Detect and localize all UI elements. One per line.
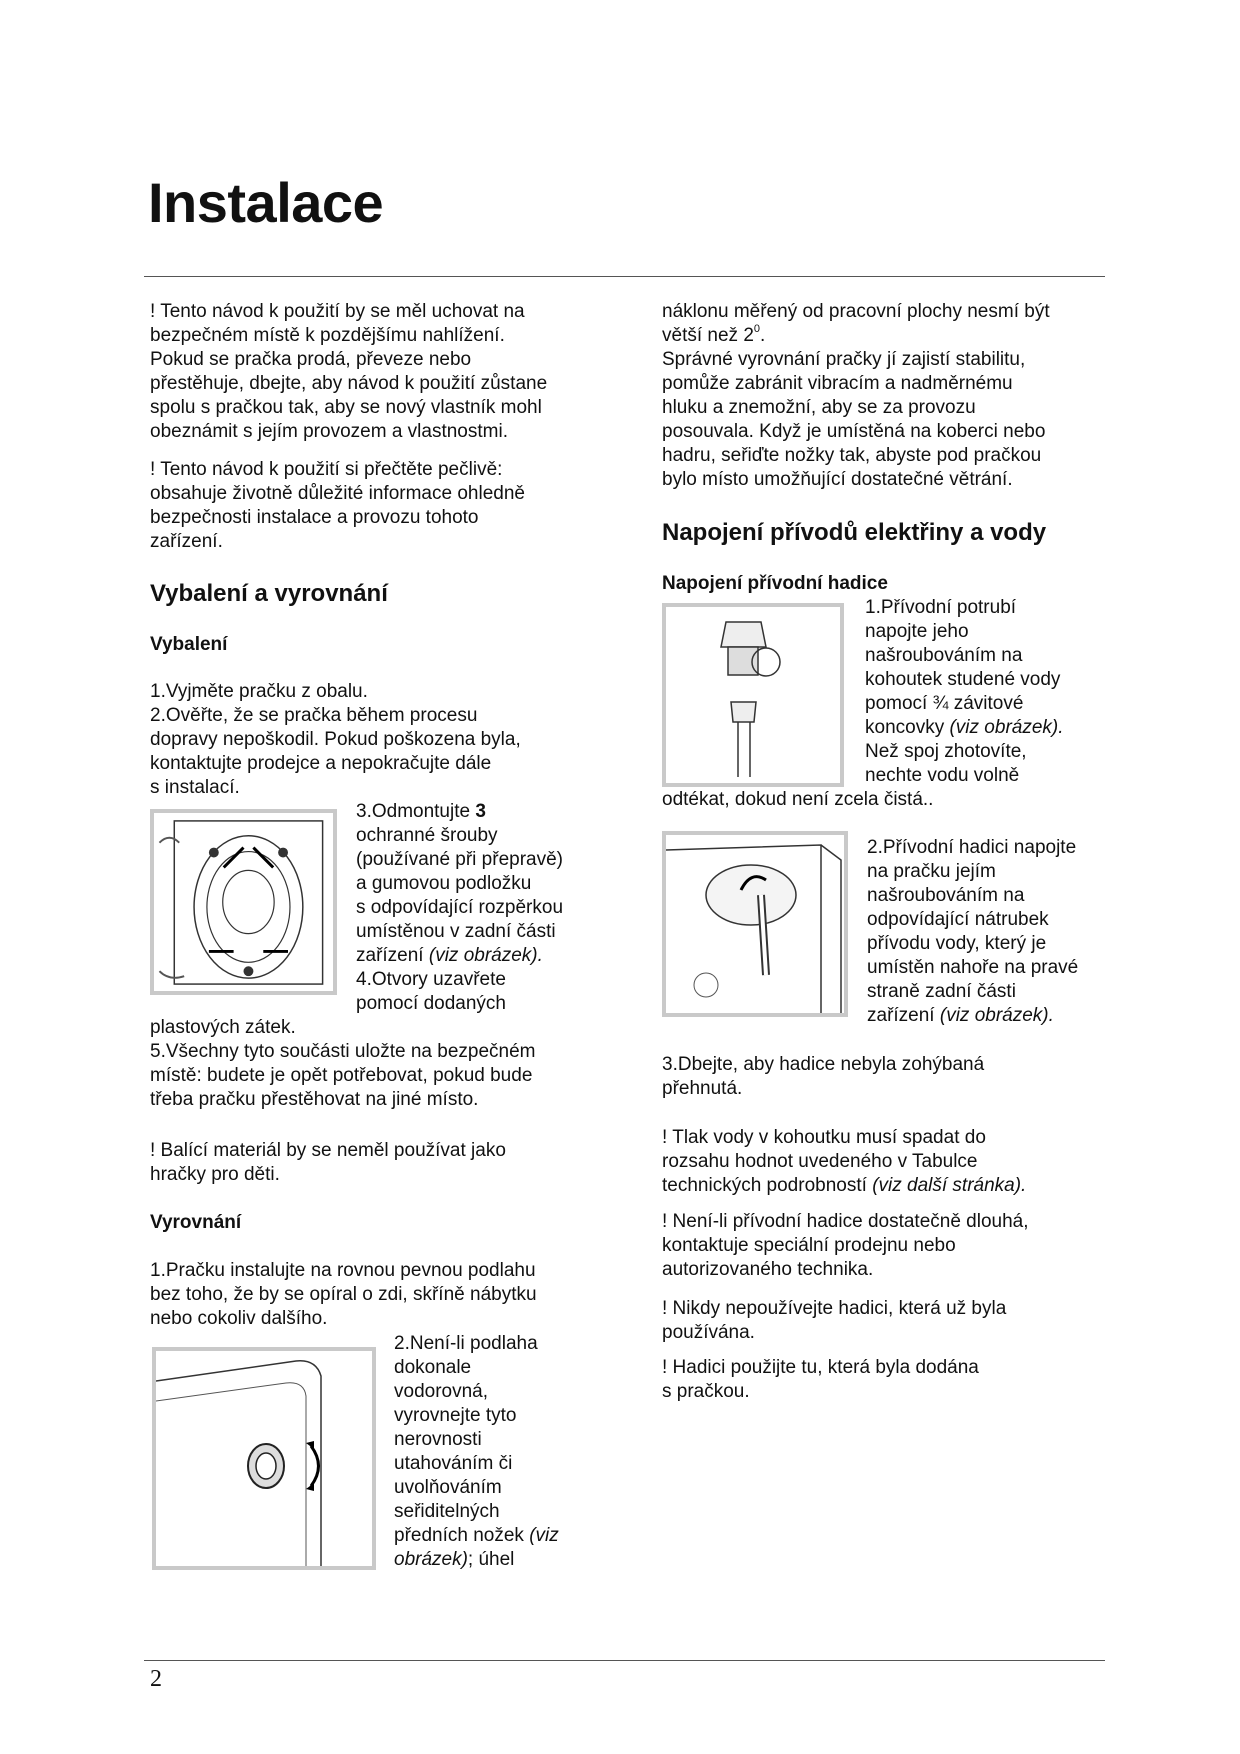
text-line: našroubováním na: [865, 645, 1023, 666]
text-line: odtékat, dokud není zcela čistá..: [662, 789, 934, 810]
text-line: přehnutá.: [662, 1078, 743, 1099]
text-line: pomocí dodaných: [356, 993, 506, 1014]
text-line: nerovnosti: [394, 1429, 482, 1450]
text-line: pomocí ¾ závitové: [865, 693, 1024, 714]
paragraph-no-kinks: [662, 1053, 984, 1101]
subheading-leveling: Vyrovnání: [150, 1212, 242, 1233]
text-line: náklonu měřený od pracovní plochy nesmí být: [662, 301, 1050, 322]
text-line: přestěhuje, dbejte, aby návod k použití zůstane: [150, 373, 548, 394]
text-segment: 0: [753, 323, 761, 335]
washer-back-illustration: [154, 813, 333, 991]
tap-hose-illustration: [666, 607, 840, 783]
text-line: ochranné šrouby: [356, 825, 498, 846]
text-line: Správné vyrovnání pračky jí zajistí stabilitu,: [662, 349, 1026, 370]
text-line: posouvala. Když je umístěná na koberci nebo: [662, 421, 1046, 442]
text-line: [662, 324, 1050, 348]
text-line: 1.Pračku instalujte na rovnou pevnou podlahu: [150, 1260, 536, 1281]
text-line: s instalací.: [150, 777, 240, 798]
paragraph-no-used-hose: [662, 1297, 1006, 1345]
figure-adjustable-feet: [152, 1347, 376, 1570]
paragraph-tilt-stability: [662, 300, 1050, 492]
text-line: hračky pro děti.: [150, 1164, 280, 1185]
figure-tap-connection: [662, 603, 844, 787]
text-line: přívodu vody, který je: [867, 933, 1047, 954]
paragraph-remove-bolts: [356, 800, 563, 1016]
text-line: plastových zátek.: [150, 1017, 296, 1038]
text-line: 1.Přívodní potrubí: [865, 597, 1017, 618]
text-line: uvolňováním: [394, 1477, 502, 1498]
text-line: [394, 1548, 559, 1572]
text-line: [394, 1524, 559, 1548]
text-line: (používané při přepravě): [356, 849, 563, 870]
section-heading-connections: Napojení přívodů elektřiny a vody: [662, 519, 1047, 546]
text-line: 2.Přívodní hadici napojte: [867, 837, 1077, 858]
text-line: vodorovná,: [394, 1381, 489, 1402]
text-segment: zařízení: [867, 1005, 940, 1026]
text-line: používána.: [662, 1322, 755, 1343]
text-segment: .: [760, 325, 766, 346]
text-line: 5.Všechny tyto součásti uložte na bezpečném: [150, 1041, 536, 1062]
text-line: bezpečném místě k pozdějšímu nahlížení.: [150, 325, 505, 346]
bottom-divider: [144, 1660, 1105, 1661]
text-line: bezpečnosti instalace a provozu tohoto: [150, 507, 479, 528]
text-line: místě: budete je opět potřebovat, pokud bude: [150, 1065, 533, 1086]
paragraph-packaging-warning: [150, 1139, 506, 1187]
text-line: umístěnou v zadní části: [356, 921, 556, 942]
text-line: Pokud se pračka prodá, převeze nebo: [150, 349, 472, 370]
text-line: napojte jeho: [865, 621, 969, 642]
text-line: ! Nikdy nepoužívejte hadici, která už byla: [662, 1298, 1007, 1319]
text-line: Než spoj zhotovíte,: [865, 741, 1027, 762]
text-segment: větší než 2: [662, 325, 754, 346]
text-line: ! Tlak vody v kohoutku musí spadat do: [662, 1127, 986, 1148]
text-segment: (viz obrázek).: [939, 1005, 1054, 1026]
text-line: 3.Dbejte, aby hadice nebyla zohýbaná: [662, 1054, 985, 1075]
text-line: zařízení.: [150, 531, 223, 552]
page-number: 2: [150, 1666, 162, 1692]
text-line: [356, 800, 563, 824]
text-line: rozsahu hodnot uvedeného v Tabulce: [662, 1151, 978, 1172]
paragraph-water-pressure: [662, 1126, 1026, 1198]
paragraph-read-carefully: [150, 458, 525, 554]
text-line: ! Hadici použijte tu, která byla dodána: [662, 1357, 979, 1378]
text-line: našroubováním na: [867, 885, 1025, 906]
paragraph-keep-manual: [150, 300, 547, 444]
text-line: bez toho, že by se opíral o zdi, skříně nábytku: [150, 1284, 537, 1305]
paragraph-unpacking-steps: [150, 680, 521, 800]
subheading-inlet-hose: Napojení přívodní hadice: [662, 573, 888, 594]
text-line: spolu s pračkou tak, aby se nový vlastník mohl: [150, 397, 542, 418]
text-line: ! Tento návod k použití by se měl uchovat na: [150, 301, 525, 322]
text-segment: zařízení: [356, 945, 429, 966]
text-line: s pračkou.: [662, 1381, 750, 1402]
text-line: pomůže zabránit vibracím a nadměrnému: [662, 373, 1013, 394]
text-line: [867, 1004, 1078, 1028]
text-segment: obrázek): [394, 1549, 468, 1570]
text-line: hadru, seřiďte nožky tak, abyste pod pračkou: [662, 445, 1042, 466]
text-line: straně zadní části: [867, 981, 1016, 1002]
text-segment: 3.Odmontujte: [356, 801, 476, 822]
text-line: s odpovídající rozpěrkou: [356, 897, 564, 918]
text-line: [865, 716, 1064, 740]
figure-machine-inlet: [662, 831, 848, 1017]
text-line: vyrovnejte tyto: [394, 1405, 517, 1426]
text-line: autorizovaného technika.: [662, 1259, 874, 1280]
text-line: ! Balící materiál by se neměl používat jako: [150, 1140, 506, 1161]
page-title: Instalace: [148, 171, 384, 234]
text-segment: předních nožek: [394, 1525, 530, 1546]
text-line: seřiditelných: [394, 1501, 500, 1522]
paragraph-connect-machine: [867, 836, 1078, 1028]
text-line: nebo cokoliv dalšího.: [150, 1308, 328, 1329]
subheading-unpacking: Vybalení: [150, 634, 228, 655]
paragraph-let-water-run: [662, 788, 933, 812]
text-line: a gumovou podložku: [356, 873, 532, 894]
text-line: nechte vodu volně: [865, 765, 1020, 786]
paragraph-connect-tap: [865, 596, 1064, 788]
text-line: kontaktujte prodejce a nepokračujte dále: [150, 753, 492, 774]
text-segment: (viz obrázek).: [949, 717, 1064, 738]
text-line: bylo místo umožňující dostatečné větrání.: [662, 469, 1013, 490]
text-line: kohoutek studené vody: [865, 669, 1061, 690]
text-line: 2.Ověřte, že se pračka během procesu: [150, 705, 478, 726]
text-segment: (viz obrázek).: [428, 945, 543, 966]
section-heading-unpacking-leveling: Vybalení a vyrovnání: [150, 580, 388, 607]
paragraph-hose-length: [662, 1210, 1029, 1282]
text-line: ! Tento návod k použití si přečtěte pečlivě:: [150, 459, 503, 480]
text-line: kontaktuje speciální prodejnu nebo: [662, 1235, 956, 1256]
text-segment: technických podrobností: [662, 1175, 873, 1196]
text-line: odpovídající nátrubek: [867, 909, 1049, 930]
inlet-illustration: [666, 835, 844, 1013]
text-line: ! Není-li přívodní hadice dostatečně dlouhá,: [662, 1211, 1029, 1232]
text-line: obeznámit s jejím provozem a vlastnostmi.: [150, 421, 508, 442]
text-line: utahováním či: [394, 1453, 513, 1474]
text-segment: ; úhel: [467, 1549, 515, 1570]
paragraph-adjust-feet: [394, 1332, 559, 1572]
text-segment: (viz další stránka).: [872, 1175, 1027, 1196]
text-line: třeba pračku přestěhovat na jiné místo.: [150, 1089, 479, 1110]
figure-transport-bolts: [150, 809, 337, 995]
text-segment: koncovky: [865, 717, 950, 738]
text-line: 4.Otvory uzavřete: [356, 969, 506, 990]
text-line: obsahuje životně důležité informace ohledně: [150, 483, 525, 504]
paragraph-level-floor: [150, 1259, 537, 1331]
text-line: [356, 944, 563, 968]
text-line: 1.Vyjměte pračku z obalu.: [150, 681, 368, 702]
text-line: 2.Není-li podlaha: [394, 1333, 538, 1354]
text-segment: (viz: [529, 1525, 559, 1546]
text-segment: 3: [475, 801, 486, 822]
top-divider: [144, 276, 1105, 277]
text-line: dokonale: [394, 1357, 472, 1378]
text-line: umístěn nahoře na pravé: [867, 957, 1079, 978]
washer-foot-illustration: [156, 1351, 372, 1566]
text-line: hluku a znemožní, aby se za provozu: [662, 397, 976, 418]
paragraph-use-supplied-hose: [662, 1356, 979, 1404]
text-line: dopravy nepoškodil. Pokud poškozena byla,: [150, 729, 521, 750]
paragraph-store-parts: [150, 1016, 536, 1112]
text-line: [662, 1174, 1026, 1198]
text-line: na pračku jejím: [867, 861, 996, 882]
